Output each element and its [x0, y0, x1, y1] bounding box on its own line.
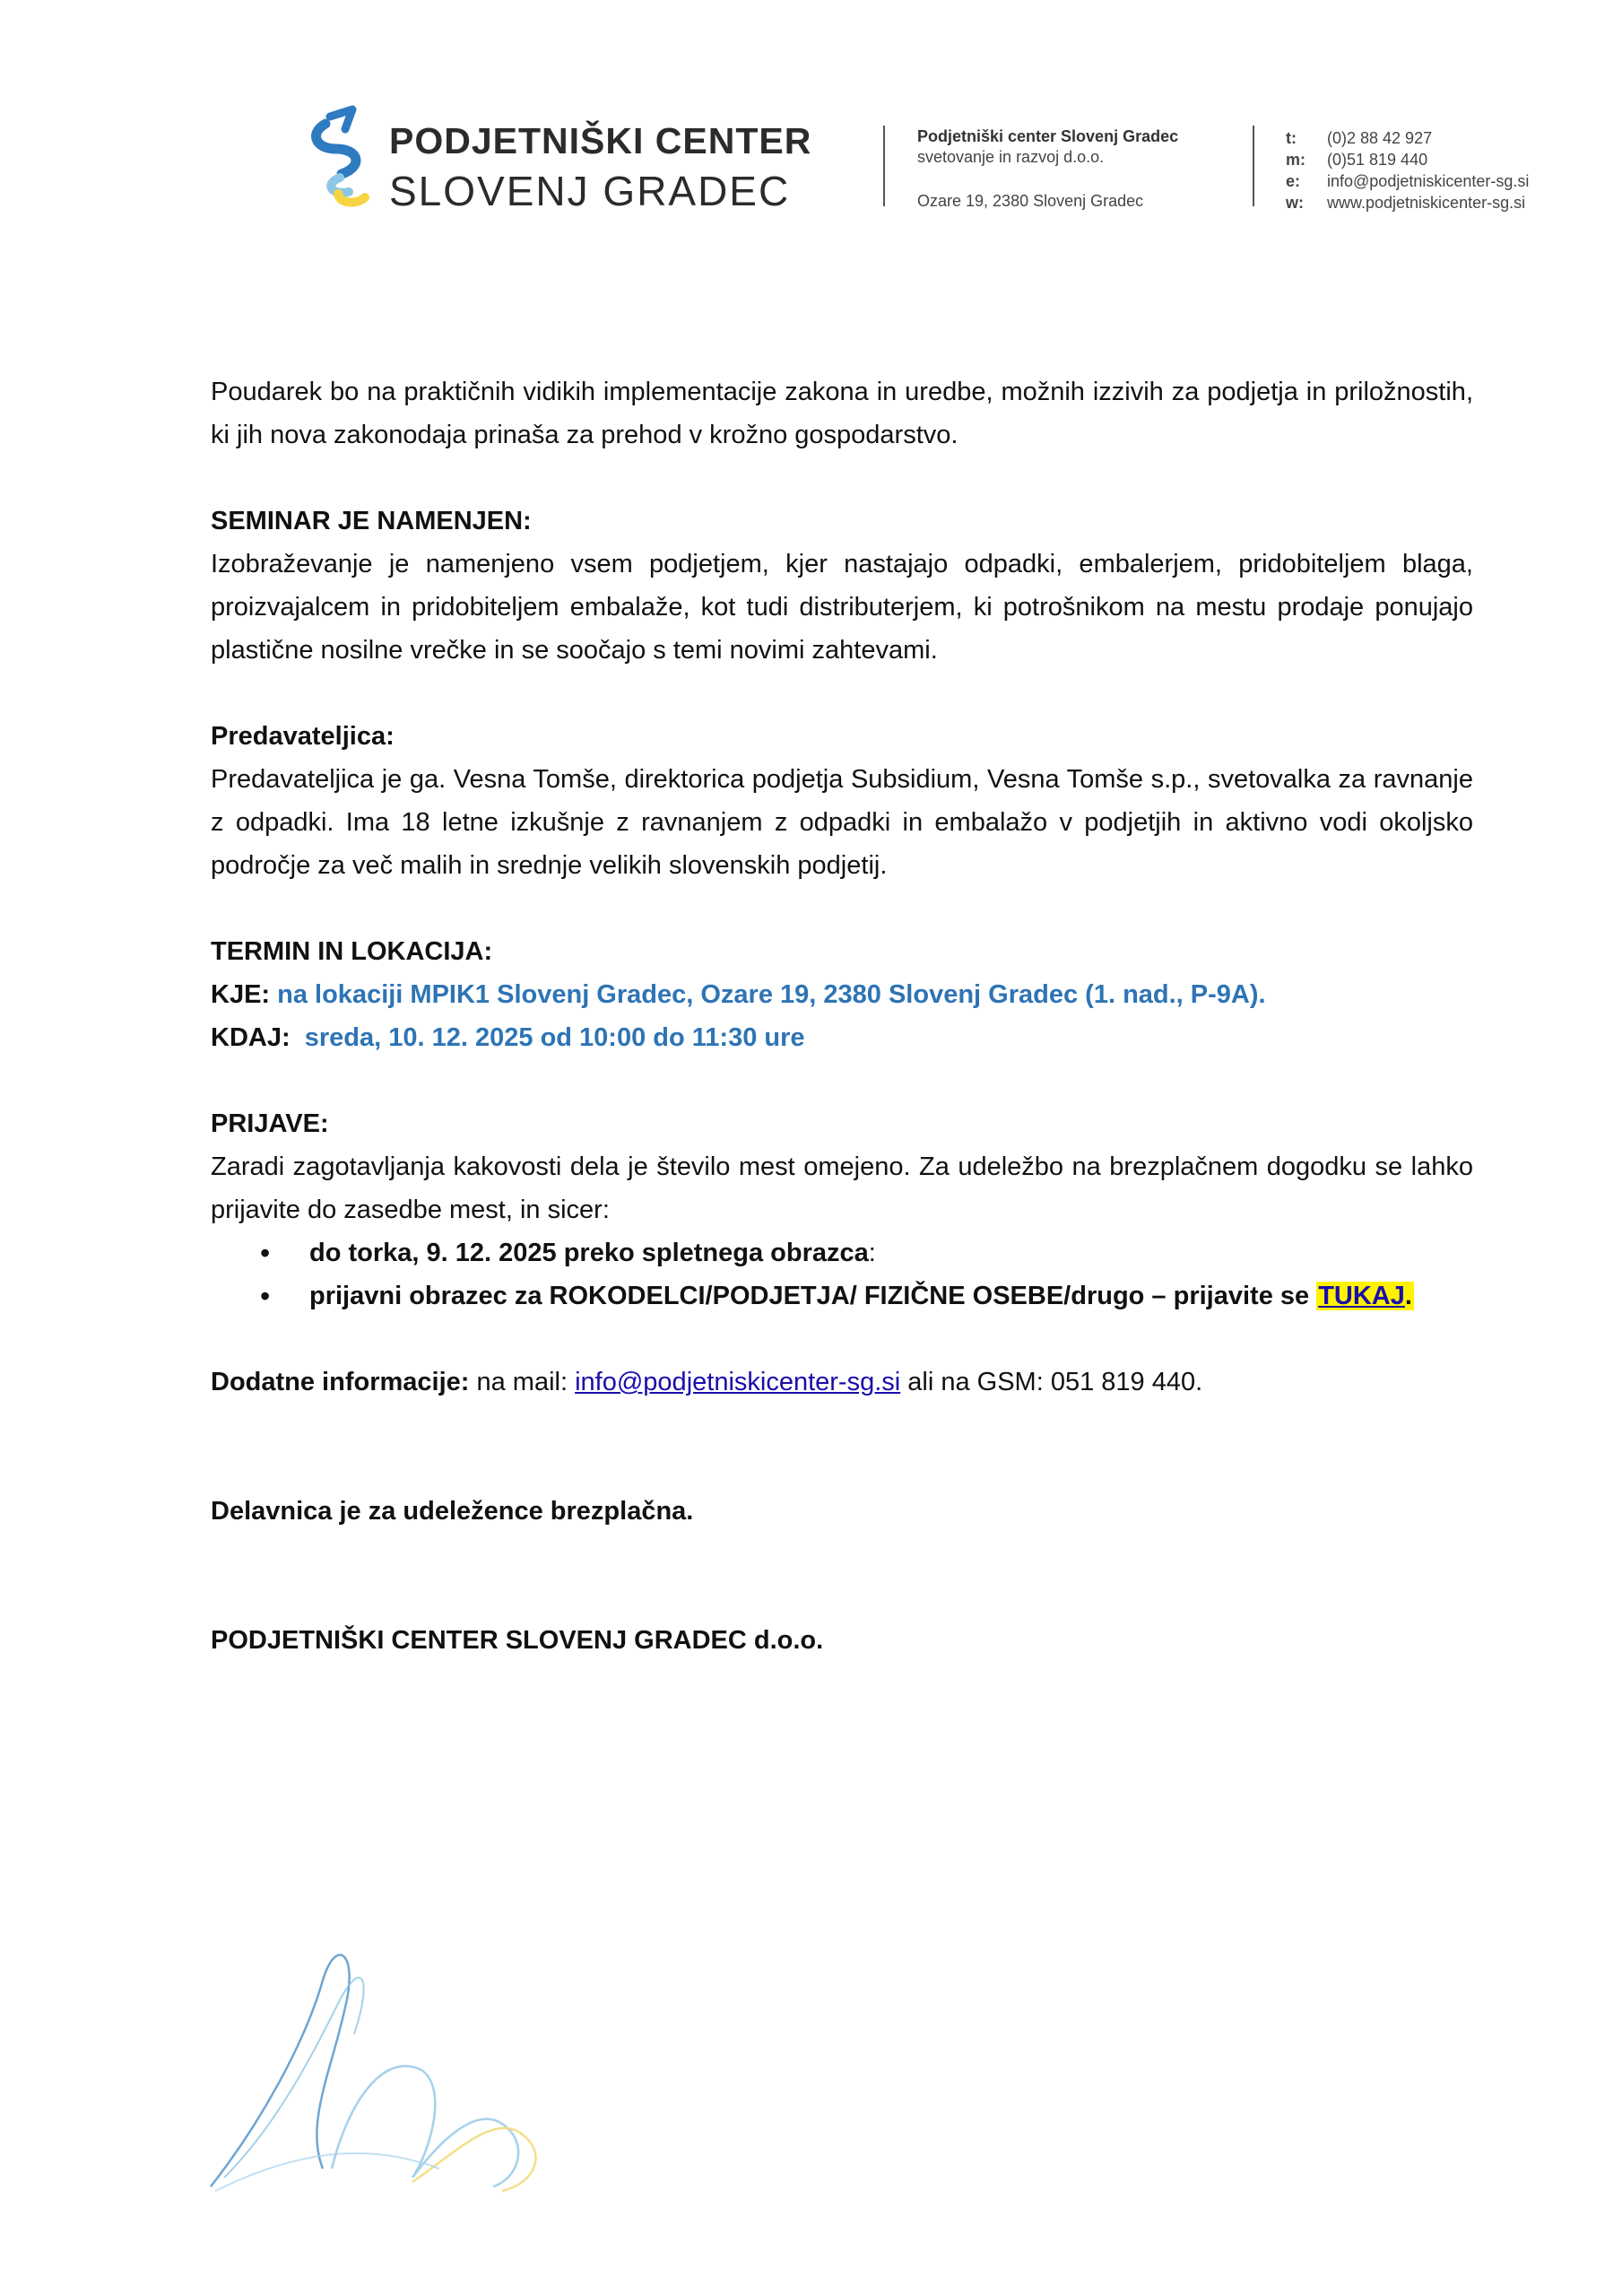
register-here-link[interactable]: TUKAJ	[1318, 1282, 1405, 1310]
list-item: • do torka, 9. 12. 2025 preko spletnega obrazca:	[309, 1231, 1473, 1274]
intro-paragraph: Poudarek bo na praktičnih vidikih implementacije zakona in uredbe, možnih izzivih za podjetja in priložnostih, ki jih nova zakonodaja prinaša za prehod v krožno gospodarstvo.	[211, 378, 1473, 449]
contact-email[interactable]: e: info@podjetniskicenter-sg.si	[1286, 172, 1530, 190]
audience-heading: SEMINAR JE NAMENJEN:	[211, 507, 532, 535]
header-divider	[883, 126, 885, 206]
info-line: Dodatne informacije: na mail: info@podjetniskicenter-sg.si ali na GSM: 051 819 440.	[211, 1368, 1203, 1396]
header-divider-2	[1253, 126, 1254, 206]
audience-text: Izobraževanje je namenjeno vsem podjetjem, kjer nastajajo odpadki, embalerjem, pridobiteljem blaga, proizvajalcem in pridobiteljem embalaže, kot tudi distributerjem, ki potrošnikom na mestu prodaje ponujajo plastične nosilne vrečke in se soočajo s temi novimi zahtevami.	[211, 550, 1473, 665]
lecturer-heading: Predavateljica:	[211, 722, 395, 751]
registration-text: Zaradi zagotavljanja kakovosti dela je število mest omejeno. Za udeležbo na brezplačnem dogodku se lahko prijavite do zasedbe mest, in sicer:	[211, 1152, 1473, 1224]
free-note: Delavnica je za udeležence brezplačna.	[211, 1497, 694, 1526]
header-contacts	[1286, 127, 1529, 213]
contact-mobile: m: (0)51 819 440	[1286, 151, 1428, 169]
document-body	[211, 370, 1473, 1662]
decorative-swirl-icon	[206, 1944, 565, 2196]
header-company-name: Podjetniški center Slovenj Gradec	[917, 127, 1179, 145]
contact-web[interactable]: w: www.podjetniskicenter-sg.si	[1286, 194, 1526, 212]
header-address: Ozare 19, 2380 Slovenj Gradec	[917, 192, 1144, 210]
registration-list	[211, 1231, 1473, 1318]
brand-line-2: SLOVENJ GRADEC	[389, 168, 791, 214]
lecturer-text: Predavateljica je ga. Vesna Tomše, direktorica podjetja Subsidium, Vesna Tomše s.p., svetovalka za ravnanje z odpadki. Ima 18 letne izkušnje z ravnanjem z odpadki in embalažo v podjetjih in aktivno vodi okoljsko področje za več malih in srednje velikih slovenskih podjetij.	[211, 765, 1473, 880]
brand-line-1: PODJETNIŠKI CENTER	[389, 120, 812, 161]
contact-phone: t: (0)2 88 42 927	[1286, 129, 1433, 147]
venue-where: KJE: na lokaciji MPIK1 Slovenj Gradec, Ozare 19, 2380 Slovenj Gradec (1. nad., P-9A).	[211, 980, 1266, 1009]
header-company-sub: svetovanje in razvoj d.o.o.	[917, 148, 1105, 166]
info-email-link[interactable]: info@podjetniskicenter-sg.si	[575, 1368, 901, 1396]
venue-when: KDAJ: sreda, 10. 12. 2025 od 10:00 do 11:30 ure	[211, 1023, 805, 1052]
signature: PODJETNIŠKI CENTER SLOVENJ GRADEC d.o.o.	[211, 1626, 824, 1655]
list-item: • prijavni obrazec za ROKODELCI/PODJETJA/ FIZIČNE OSEBE/drugo – prijavite se TUKAJ.	[309, 1274, 1473, 1318]
venue-heading: TERMIN IN LOKACIJA:	[211, 937, 493, 966]
registration-heading: PRIJAVE:	[211, 1109, 329, 1138]
